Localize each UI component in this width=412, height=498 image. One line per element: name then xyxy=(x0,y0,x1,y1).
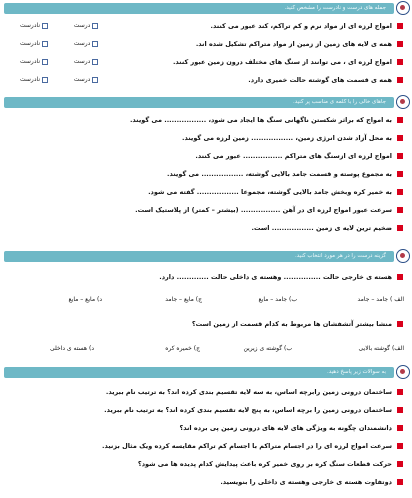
false-checkbox[interactable] xyxy=(42,41,48,47)
section-badge-icon xyxy=(396,249,410,263)
false-checkbox[interactable] xyxy=(42,23,48,29)
bullet-icon xyxy=(397,23,403,29)
section-header-questions xyxy=(0,366,412,379)
option-a[interactable]: الف) گوشته بالایی xyxy=(358,345,404,352)
qa-item xyxy=(0,403,412,417)
tf-item xyxy=(0,73,412,87)
tf-statement: امواج لرزه ای ، می توانند از سنگ های مختلف درون زمین عبور کنند. xyxy=(172,58,392,66)
qa-text: ساختمان درونی زمین را برچه اساس، به پنج لایه تقسیم بندی کرده اند؟ به ترتیب نام ببرید. xyxy=(104,406,392,414)
option-c[interactable]: ج) مایع – جامد xyxy=(165,296,202,303)
tf-options xyxy=(18,73,98,87)
false-label: نادرست xyxy=(20,58,40,65)
mc-question xyxy=(0,270,412,284)
bullet-icon xyxy=(397,389,403,395)
tf-item xyxy=(0,55,412,69)
true-checkbox[interactable] xyxy=(92,59,98,65)
tf-item xyxy=(0,19,412,33)
true-label: درست xyxy=(73,40,91,47)
mc-question xyxy=(0,317,412,331)
blank-text: سرعت عبور امواج لرزه ای در آهن ................ (بیشتر – کمتر) از پلاستیک است. xyxy=(135,206,392,214)
option-c[interactable]: ج) خمیره کره xyxy=(165,345,200,352)
mc-options xyxy=(0,342,412,356)
section-header-true-false xyxy=(0,2,412,15)
mc-question-text: هسته ی خارجی حالت ............... وهسته ی داخلی حالت ............. دارد. xyxy=(159,273,392,281)
tf-item xyxy=(0,37,412,51)
section-badge-icon xyxy=(396,365,410,379)
bullet-icon xyxy=(397,77,403,83)
section-header-fill-blanks xyxy=(0,96,412,109)
blank-item xyxy=(0,185,412,199)
section-title: جمله های درست و نادرست را مشخص کنید. xyxy=(284,5,386,11)
tf-statement: امواج لرزه ای از مواد نرم و کم تراکم، کند عبور می کنند. xyxy=(210,22,392,30)
option-d[interactable]: د) مایع – مایع xyxy=(68,296,102,303)
qa-item xyxy=(0,457,412,471)
qa-text: ساختمان درونی زمین رابرچه اساس، به سه لایه تقسیم بندی کرده اند؟ به ترتیب نام ببرید. xyxy=(105,388,392,396)
true-label: درست xyxy=(73,58,91,65)
bullet-icon xyxy=(397,225,403,231)
true-label: درست xyxy=(73,22,91,29)
bullet-icon xyxy=(397,321,403,327)
bullet-icon xyxy=(397,479,403,485)
false-label: نادرست xyxy=(20,76,40,83)
tf-statement: همه ی قسمت های گوشته حالت خمیری دارد. xyxy=(248,76,392,84)
bullet-icon xyxy=(397,274,403,280)
bullet-icon xyxy=(397,135,403,141)
blank-text: به خمیر کره وبخش جامد بالایی گوشته، مجموعا ................. گفته می شود. xyxy=(148,188,392,196)
bullet-icon xyxy=(397,461,403,467)
option-a[interactable]: الف ) جامد – جامد xyxy=(357,296,404,303)
bullet-icon xyxy=(397,425,403,431)
true-checkbox[interactable] xyxy=(92,23,98,29)
bullet-icon xyxy=(397,407,403,413)
qa-item xyxy=(0,439,412,453)
mc-question-text: منشا بیشتر آتشفشان ها مربوط به کدام قسمت از زمین است؟ xyxy=(191,320,392,328)
section-title: جاهای خالی را با کلمه ی مناسب پر کنید. xyxy=(293,99,386,105)
tf-options xyxy=(18,19,98,33)
blank-text: امواج لرزه ای ازسنگ های متراکم ................ عبور می کنند. xyxy=(195,152,392,160)
section-title: به سوالات زیر پاسخ دهید. xyxy=(327,369,386,375)
tf-statement: همه ی لایه های زمین از زمین از مواد متراکم تشکیل شده اند. xyxy=(195,40,392,48)
qa-text: سرعت امواج لرزه ای را در اجسام متراکم با اجسام کم تراکم مقایسه کرده ویک مثال بزنید. xyxy=(102,442,392,450)
bullet-icon xyxy=(397,117,403,123)
false-checkbox[interactable] xyxy=(42,77,48,83)
false-checkbox[interactable] xyxy=(42,59,48,65)
qa-text: دوتفاوت هسته ی خارجی وهسته ی داخلی را بنویسید. xyxy=(220,478,392,486)
qa-item xyxy=(0,475,412,489)
blank-text: به محل آزاد شدن انرژی زمین، ................. زمین لرزه می گویند. xyxy=(182,134,392,142)
qa-text: حرکت قطعات سنگ کره بر روی خمیر کره باعث پیدایش کدام پدیده ها می شود؟ xyxy=(137,460,392,468)
option-b[interactable]: ب) جامد – مایع xyxy=(258,296,297,303)
true-label: درست xyxy=(73,76,91,83)
tf-options xyxy=(18,37,98,51)
bullet-icon xyxy=(397,189,403,195)
bullet-icon xyxy=(397,171,403,177)
blank-text: به امواج که براثر شکستن ناگهانی سنگ ها ایجاد می شود، ................. می گویند. xyxy=(129,116,392,124)
bullet-icon xyxy=(397,153,403,159)
blank-item xyxy=(0,167,412,181)
bullet-icon xyxy=(397,59,403,65)
tf-options xyxy=(18,55,98,69)
blank-item xyxy=(0,131,412,145)
section-header-multiple-choice xyxy=(0,250,412,263)
section-badge-icon xyxy=(396,95,410,109)
qa-item xyxy=(0,421,412,435)
section-title: گزینه درست را در هر مورد انتخاب کنید. xyxy=(295,253,386,259)
false-label: نادرست xyxy=(20,40,40,47)
blank-item xyxy=(0,149,412,163)
blank-text: ضخیم ترین لایه ی زمین ................. است. xyxy=(251,224,392,232)
blank-item xyxy=(0,221,412,235)
blank-item xyxy=(0,113,412,127)
qa-text: دانشمندان چگونه به ویژگی های لایه های درونی زمین پی برده اند؟ xyxy=(179,424,392,432)
bullet-icon xyxy=(397,207,403,213)
bullet-icon xyxy=(397,41,403,47)
mc-options xyxy=(0,293,412,307)
option-b[interactable]: ب) گوشته ی زیرین xyxy=(243,345,292,352)
true-checkbox[interactable] xyxy=(92,77,98,83)
option-d[interactable]: د) هسته ی داخلی xyxy=(49,345,94,352)
false-label: نادرست xyxy=(20,22,40,29)
blank-item xyxy=(0,203,412,217)
true-checkbox[interactable] xyxy=(92,41,98,47)
blank-text: به مجموع پوسته و قسمت جامد بالایی گوشته، ................. می گویند. xyxy=(167,170,392,178)
section-badge-icon xyxy=(396,1,410,15)
qa-item xyxy=(0,385,412,399)
bullet-icon xyxy=(397,443,403,449)
